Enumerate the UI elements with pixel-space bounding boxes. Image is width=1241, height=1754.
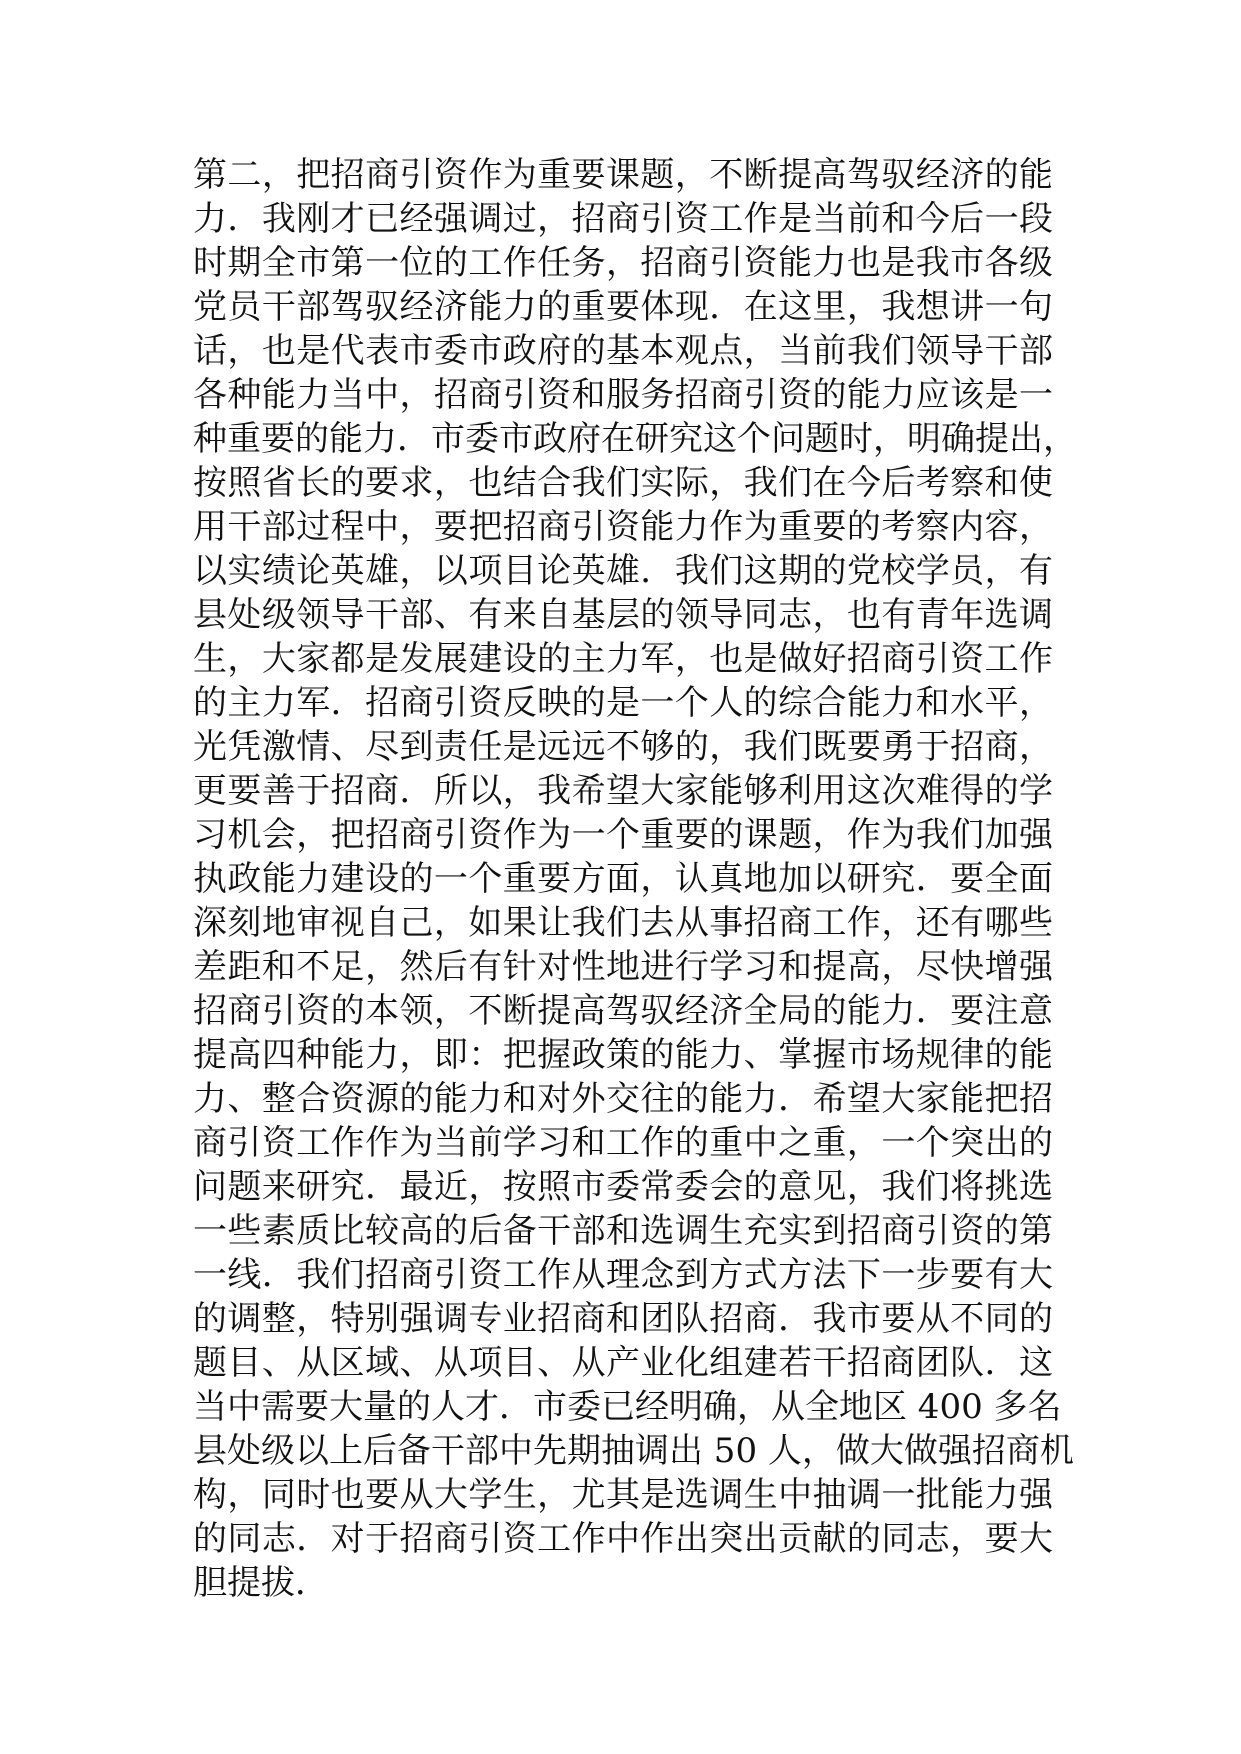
text-line: 当中需要大量的人才．市委已经明确，从全地区 400 多名 [193,1387,1062,1427]
text-line: 胆提拔． [193,1563,329,1603]
text-line: 力、整合资源的能力和对外交往的能力．希望大家能把招 [193,1079,1053,1119]
text-line: 更要善于招商．所以，我希望大家能够利用这次难得的学 [193,771,1053,811]
text-line: 县处级领导干部、有来自基层的领导同志，也有青年选调 [193,595,1053,635]
text-line: 一些素质比较高的后备干部和选调生充实到招商引资的第 [193,1211,1053,1251]
text-line: 生，大家都是发展建设的主力军，也是做好招商引资工作 [193,639,1053,679]
text-line: 话，也是代表市委市政府的基本观点，当前我们领导干部 [193,331,1053,371]
text-line: 第二，把招商引资作为重要课题，不断提高驾驭经济的能 [193,155,1053,195]
text-line: 的同志．对于招商引资工作中作出突出贡献的同志，要大 [193,1519,1053,1559]
text-line: 执政能力建设的一个重要方面，认真地加以研究．要全面 [193,859,1053,899]
text-line: 各种能力当中，招商引资和服务招商引资的能力应该是一 [193,375,1053,415]
text-line: 的主力军．招商引资反映的是一个人的综合能力和水平， [193,683,1053,723]
text-line: 差距和不足，然后有针对性地进行学习和提高，尽快增强 [193,947,1053,987]
body-paragraph [193,153,1077,1605]
text-line: 的调整，特别强调专业招商和团队招商．我市要从不同的 [193,1299,1053,1339]
text-line: 招商引资的本领，不断提高驾驭经济全局的能力．要注意 [193,991,1053,1031]
text-line: 党员干部驾驭经济能力的重要体现．在这里，我想讲一句 [193,287,1053,327]
text-line: 按照省长的要求，也结合我们实际，我们在今后考察和使 [193,463,1053,503]
text-line: 时期全市第一位的工作任务，招商引资能力也是我市各级 [193,243,1053,283]
text-line: 商引资工作作为当前学习和工作的重中之重，一个突出的 [193,1123,1053,1163]
text-line: 县处级以上后备干部中先期抽调出 50 人，做大做强招商机 [193,1431,1074,1471]
text-line: 力．我刚才已经强调过，招商引资工作是当前和今后一段 [193,199,1053,239]
text-line: 提高四种能力，即：把握政策的能力、掌握市场规律的能 [193,1035,1053,1075]
text-line: 用干部过程中，要把招商引资能力作为重要的考察内容， [193,507,1053,547]
text-line: 题目、从区域、从项目、从产业化组建若干招商团队．这 [193,1343,1053,1383]
text-line: 以实绩论英雄，以项目论英雄．我们这期的党校学员，有 [193,551,1053,591]
text-line: 深刻地审视自己，如果让我们去从事招商工作，还有哪些 [193,903,1053,943]
text-line: 光凭激情、尽到责任是远远不够的，我们既要勇于招商， [193,727,1053,767]
text-line: 习机会，把招商引资作为一个重要的课题，作为我们加强 [193,815,1053,855]
text-line: 种重要的能力．市委市政府在研究这个问题时，明确提出， [193,419,1077,459]
text-line: 问题来研究．最近，按照市委常委会的意见，我们将挑选 [193,1167,1053,1207]
text-line: 构，同时也要从大学生，尤其是选调生中抽调一批能力强 [193,1475,1053,1515]
text-line: 一线．我们招商引资工作从理念到方式方法下一步要有大 [193,1255,1053,1295]
